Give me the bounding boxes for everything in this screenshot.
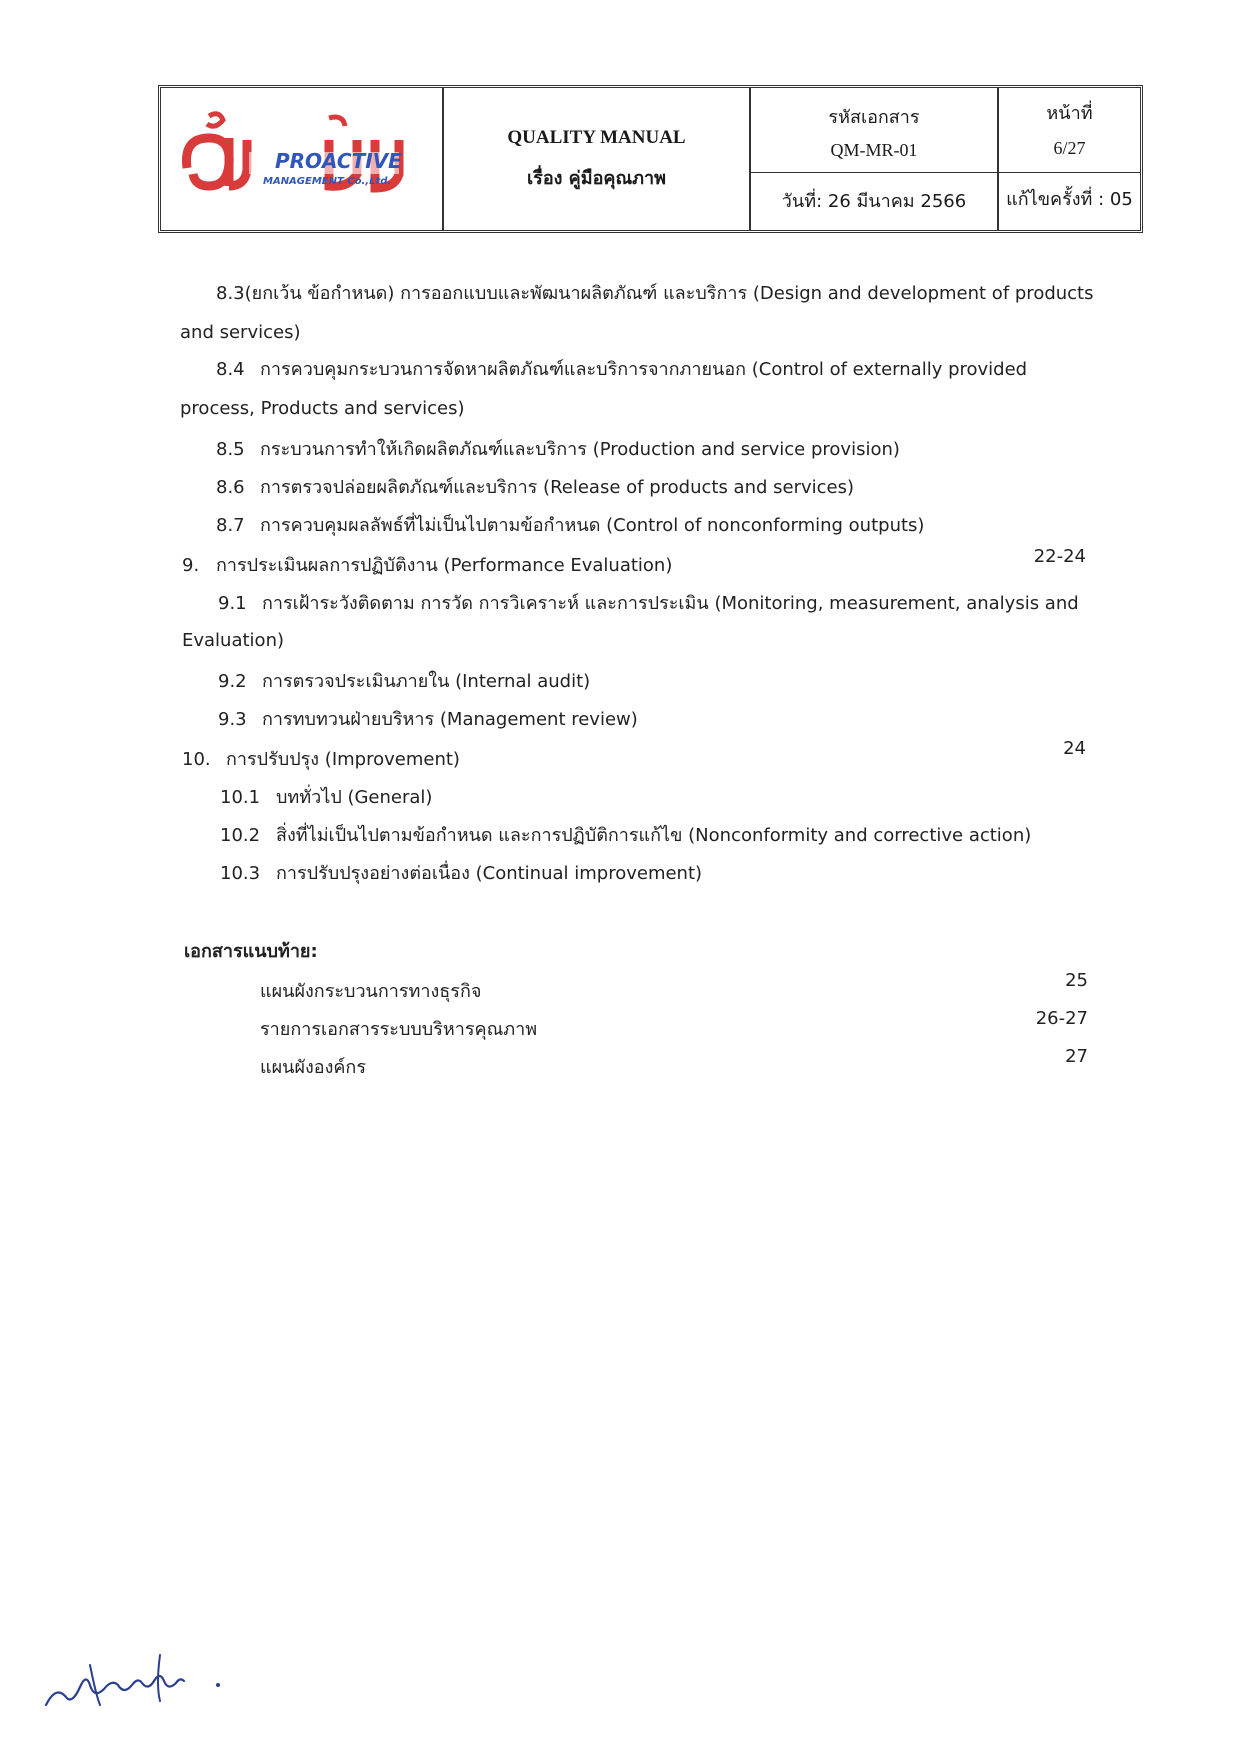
logo-text: PROACTIVE: [275, 149, 402, 173]
toc-number: 10.2: [220, 825, 261, 846]
signature: [40, 1635, 240, 1725]
toc-number: 8.7: [216, 515, 245, 536]
document-date: วันที่: 26 มีนาคม 2566: [781, 191, 967, 212]
toc-number: 9.2: [218, 671, 247, 692]
document-code-label: รหัสเอกสาร: [828, 107, 920, 128]
toc-text: บททั่วไป (General): [276, 787, 433, 808]
toc-number: 8.6: [216, 477, 245, 498]
page-value: 6/27: [1053, 138, 1086, 158]
toc-item-8-3-cont: and services): [180, 322, 301, 343]
appendix-item: รายการเอกสารระบบบริหารคุณภาพ: [260, 1019, 538, 1040]
toc-number: 10.1: [220, 787, 261, 808]
toc-text: การตรวจปล่อยผลิตภัณฑ์และบริการ (Release of products and services): [260, 477, 854, 498]
appendix-page: 27: [1065, 1046, 1088, 1067]
page-label: หน้าที่: [1046, 103, 1093, 124]
toc-text: การทบทวนฝ่ายบริหาร (Management review): [262, 709, 638, 730]
logo-subtext: MANAGEMENT Co.,Ltd.: [263, 176, 392, 187]
toc-text: การประเมินผลการปฏิบัติงาน (Performance Evaluation): [216, 555, 673, 576]
document-subtitle: เรื่อง คู่มือคุณภาพ: [527, 167, 666, 189]
appendix-heading: เอกสารแนบท้าย:: [184, 941, 318, 962]
toc-item-8-6: [216, 472, 854, 501]
document-code-value: QM-MR-01: [830, 140, 918, 160]
appendix-item: แผนผังองค์กร: [260, 1057, 366, 1078]
appendix-page: 25: [1065, 970, 1088, 991]
toc-number: 9.: [182, 555, 200, 576]
toc-number: 10.3: [220, 863, 261, 884]
toc-text: สิ่งที่ไม่เป็นไปตามข้อกำหนด และการปฏิบัติการแก้ไข (Nonconformity and corrective action): [276, 825, 1032, 846]
toc-item-9-2: [218, 666, 590, 695]
revision-number: แก้ไขครั้งที่ : 05: [1006, 189, 1133, 210]
toc-number: 8.5: [216, 439, 245, 460]
toc-text: การเฝ้าระวังติดตาม การวัด การวิเคราะห์ และการประเมิน (Monitoring, measurement, analysis and: [262, 593, 1079, 614]
toc-item-10-2: [220, 820, 1031, 849]
toc-text: การควบคุมผลลัพธ์ที่ไม่เป็นไปตามข้อกำหนด (Control of nonconforming outputs): [260, 515, 925, 536]
toc-page-10: 24: [1063, 738, 1086, 759]
document-title: QUALITY MANUAL: [507, 126, 686, 148]
toc-item-9-1-cont: Evaluation): [182, 630, 284, 651]
toc-item-10-1: [220, 782, 432, 811]
toc-item-8-4-cont: process, Products and services): [180, 398, 465, 419]
toc-item-9-1: [218, 588, 1079, 617]
toc-text: กระบวนการทำให้เกิดผลิตภัณฑ์และบริการ (Production and service provision): [260, 439, 900, 460]
toc-section-9: [182, 550, 672, 579]
toc-item-8-7: [216, 510, 924, 539]
toc-text: การปรับปรุง (Improvement): [226, 749, 460, 770]
toc-number: 9.3: [218, 709, 247, 730]
appendix-item: แผนผังกระบวนการทางธุรกิจ: [260, 981, 482, 1002]
toc-text: การปรับปรุงอย่างต่อเนื่อง (Continual improvement): [276, 863, 703, 884]
toc-text: การควบคุมกระบวนการจัดหาผลิตภัณฑ์และบริการจากภายนอก (Control of externally provided: [260, 359, 1028, 380]
toc-text: การตรวจประเมินภายใน (Internal audit): [262, 671, 591, 692]
appendix-page: 26-27: [1035, 1008, 1088, 1029]
toc-item-9-3: [218, 704, 638, 733]
toc-item-8-5: [216, 434, 900, 463]
toc-number: 10.: [182, 749, 211, 770]
toc-item-8-3: 8.3(ยกเว้น ข้อกำหนด) การออกแบบและพัฒนาผลิตภัณฑ์ และบริการ (Design and development of products: [216, 283, 1094, 304]
toc-item-10-3: [220, 858, 702, 887]
toc-section-10: [182, 744, 460, 773]
toc-number: 8.4: [216, 359, 245, 380]
toc-page-9: 22-24: [1033, 546, 1086, 567]
toc-number: 9.1: [218, 593, 247, 614]
toc-item-8-4: [216, 354, 1027, 383]
